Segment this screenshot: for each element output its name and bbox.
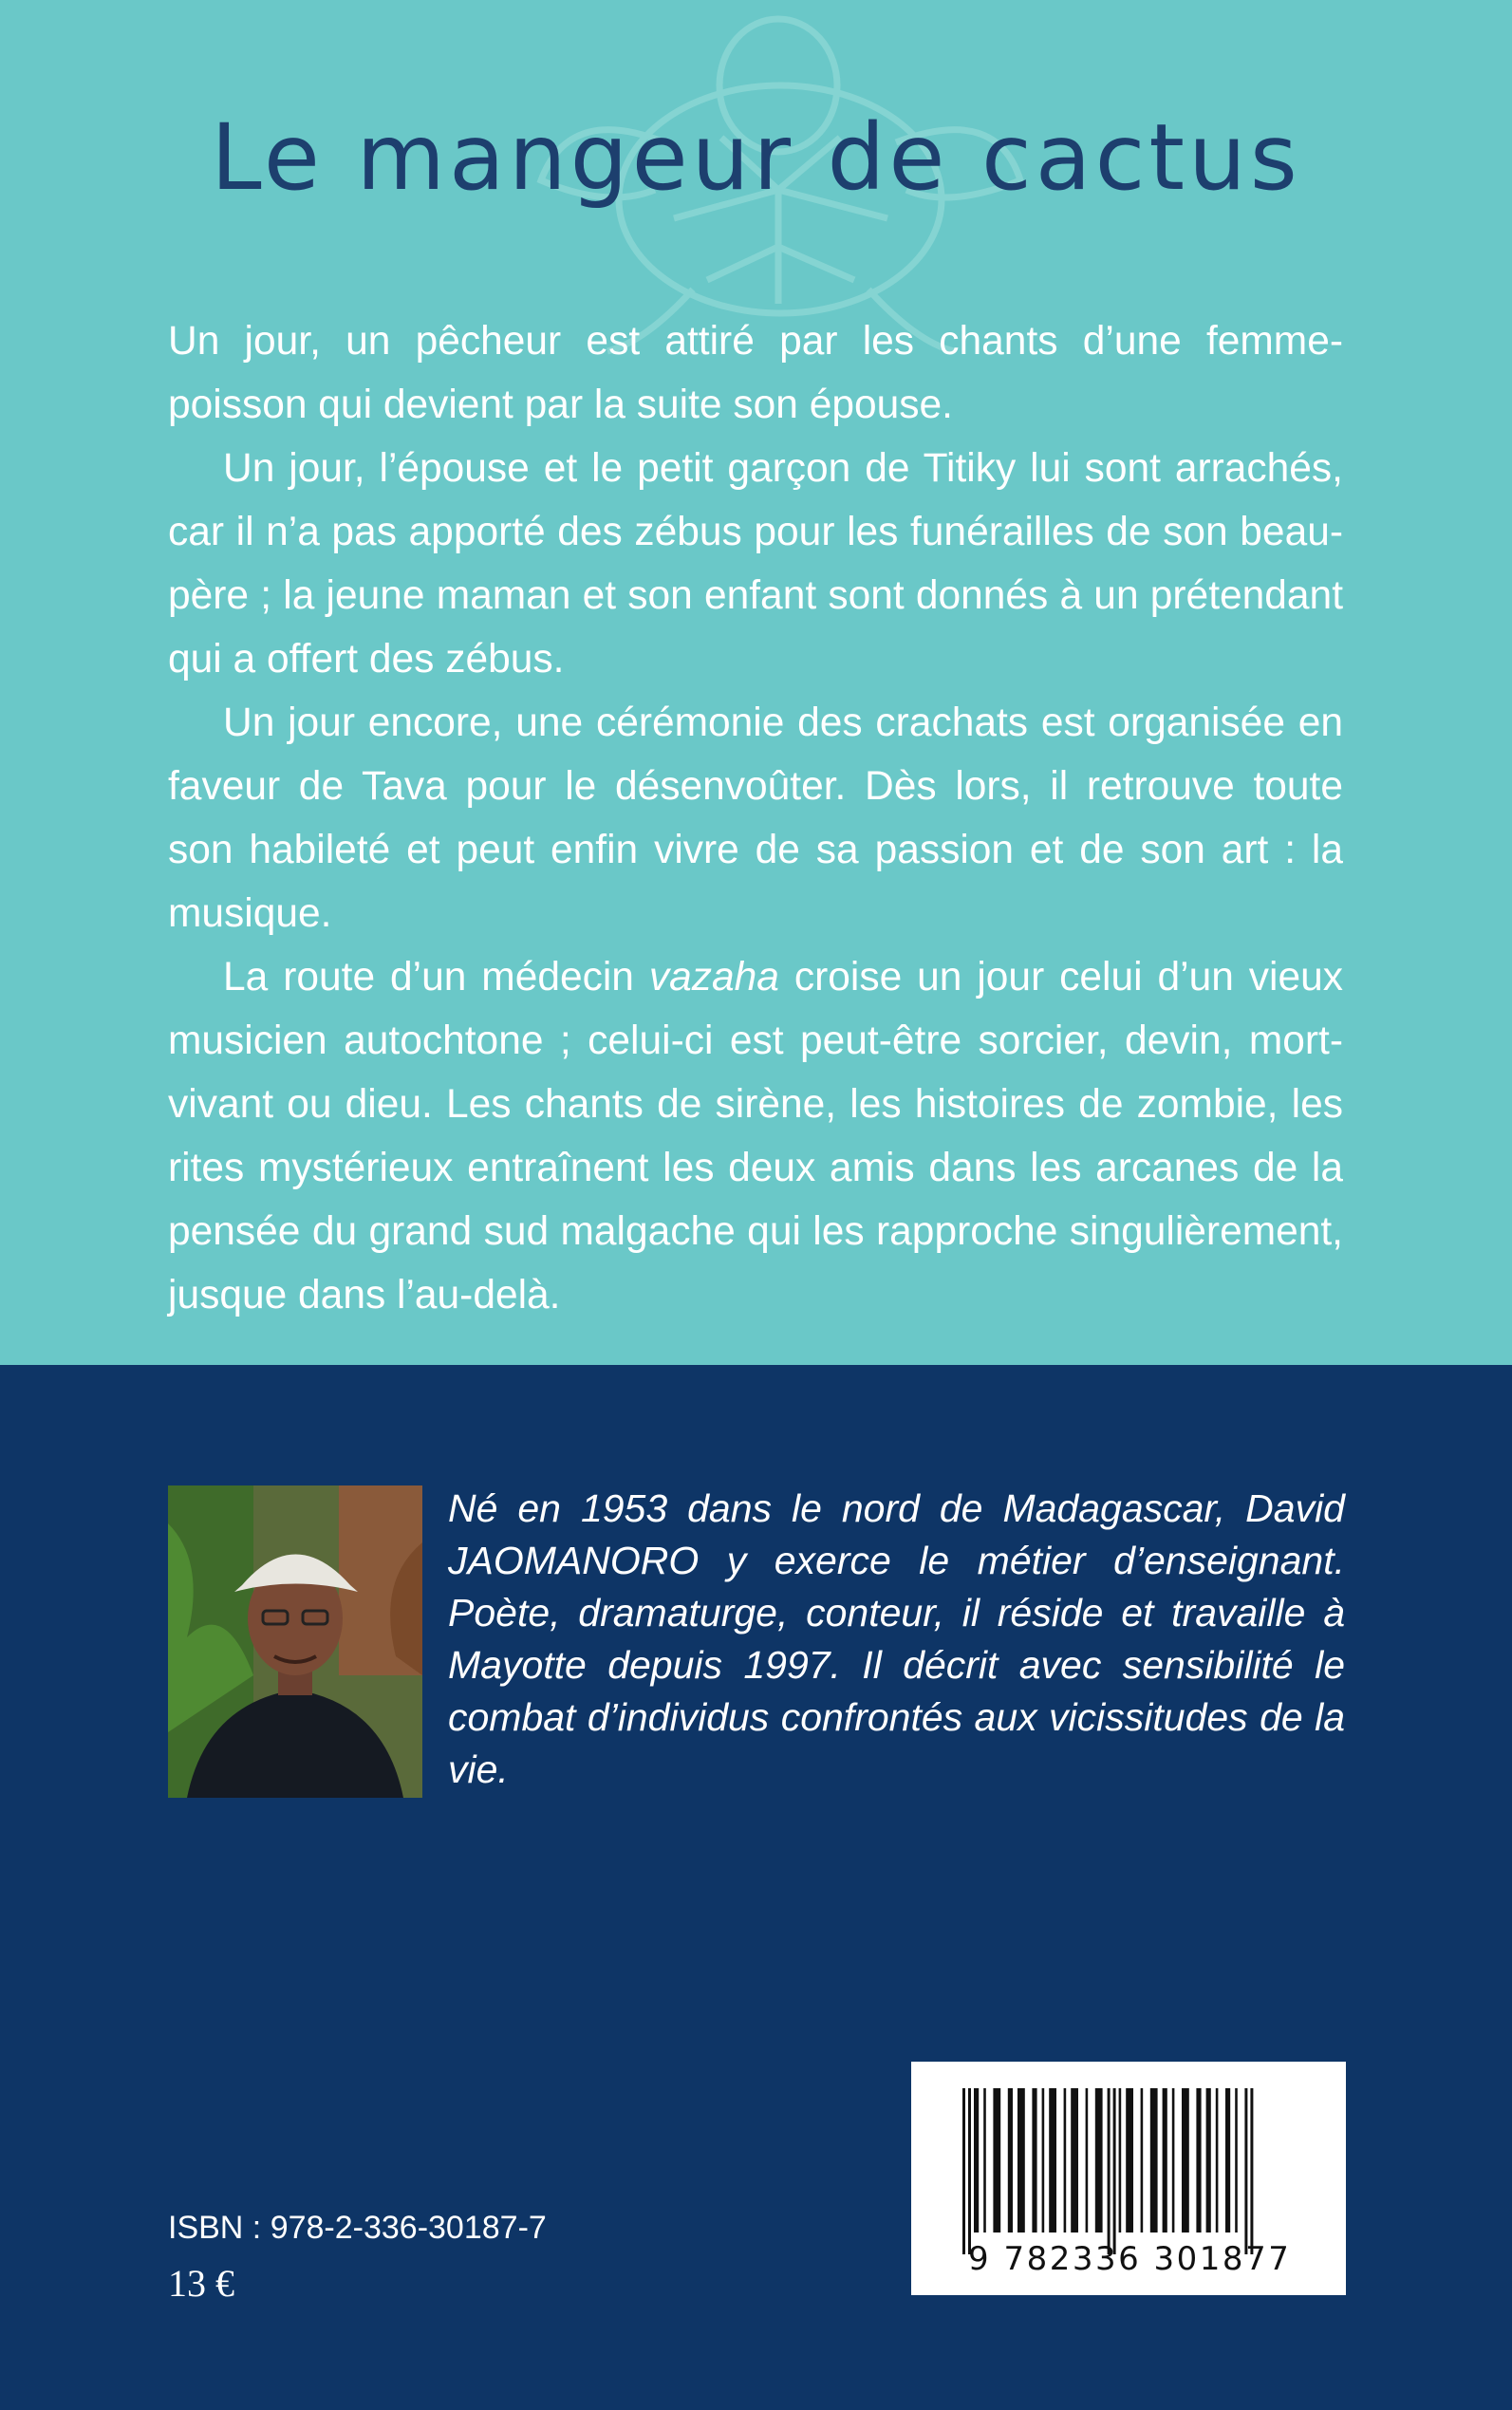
barcode-bar <box>1206 2088 1211 2233</box>
price: 13 € <box>168 2262 234 2305</box>
barcode-bar <box>1126 2088 1133 2233</box>
barcode-bar <box>1163 2088 1167 2233</box>
barcode-guard-bar <box>962 2088 965 2254</box>
book-title: Le mangeur de cactus <box>211 104 1301 211</box>
barcode-guard-bar <box>1244 2088 1247 2254</box>
barcode-bar <box>1049 2088 1056 2233</box>
back-cover-blurb <box>168 309 1343 1327</box>
blurb-paragraph-2: Un jour, l’épouse et le petit garçon de Titiky lui sont arrachés, car il n’a pas apporté des zébus pour les funérailles de son beau-père ; la jeune maman et son enfant sont donnés à un prétendant qui a offert des zébus. <box>168 446 1343 682</box>
blurb-paragraph-4-end: croise un jour celui d’un vieux musicien autochtone ; celui-ci est peut-être sorcier, devin, mort-vivant ou dieu. Les chants de sirène, les histoires de zombie, les rites mystérieux entraînent les deux amis dans les arcanes de la pensée du grand sud malgache qui les rapproche singulièrement, jusque dans l’au-delà. <box>168 955 1343 1317</box>
barcode-bar <box>983 2088 986 2233</box>
barcode-bar <box>1032 2088 1036 2233</box>
blurb-paragraph-4-start: La route d’un médecin <box>223 955 649 999</box>
barcode-bar <box>1095 2088 1103 2233</box>
author-bio: Né en 1953 dans le nord de Madagascar, David JAOMANORO y exerce le métier d’enseignant. Poète, dramaturge, conteur, il réside et travaille à Mayotte depuis 1997. Il décrit avec sensibilité le combat d’individus confrontés aux vicissitudes de la vie. <box>448 1486 1345 1791</box>
barcode-bar <box>1150 2088 1158 2233</box>
barcode-bar <box>1196 2088 1201 2233</box>
barcode-bar <box>993 2088 1000 2233</box>
barcode-guard-bar <box>1108 2088 1111 2254</box>
barcode <box>911 2062 1346 2295</box>
author-photo <box>168 1485 422 1798</box>
barcode-bar <box>1064 2088 1067 2233</box>
barcode-guard-bar <box>1113 2088 1116 2254</box>
barcode-bar <box>1119 2088 1122 2233</box>
barcode-bar <box>1042 2088 1045 2233</box>
barcode-bar <box>1141 2088 1144 2233</box>
barcode-bar <box>1071 2088 1078 2233</box>
blurb-paragraph-1: Un jour, un pêcheur est attiré par les chants d’une femme-poisson qui devient par la suite son épouse. <box>168 319 1343 427</box>
barcode-bar <box>1182 2088 1189 2233</box>
barcode-bar <box>974 2088 979 2233</box>
barcode-guard-bar <box>968 2088 971 2254</box>
barcode-bar <box>1008 2088 1013 2233</box>
barcode-bar <box>1086 2088 1089 2233</box>
blurb-paragraph-3: Un jour encore, une cérémonie des crachats est organisée en faveur de Tava pour le désenvoûter. Dès lors, il retrouve toute son habileté et peut enfin vivre de sa passion et de son art : la musique. <box>168 701 1343 936</box>
barcode-bar <box>1017 2088 1025 2233</box>
barcode-bar <box>1172 2088 1175 2233</box>
blurb-italic-word: vazaha <box>648 955 779 999</box>
barcode-bar <box>1216 2088 1219 2233</box>
author-portrait-image <box>168 1485 422 1798</box>
barcode-digits: 9 782336 301877 <box>968 2240 1292 2278</box>
barcode-bar <box>1225 2088 1230 2233</box>
blurb-paragraph-4 <box>168 945 1343 1327</box>
barcode-guard-bar <box>1250 2088 1253 2254</box>
isbn: ISBN : 978-2-336-30187-7 <box>168 2210 547 2246</box>
barcode-bar <box>1235 2088 1238 2233</box>
